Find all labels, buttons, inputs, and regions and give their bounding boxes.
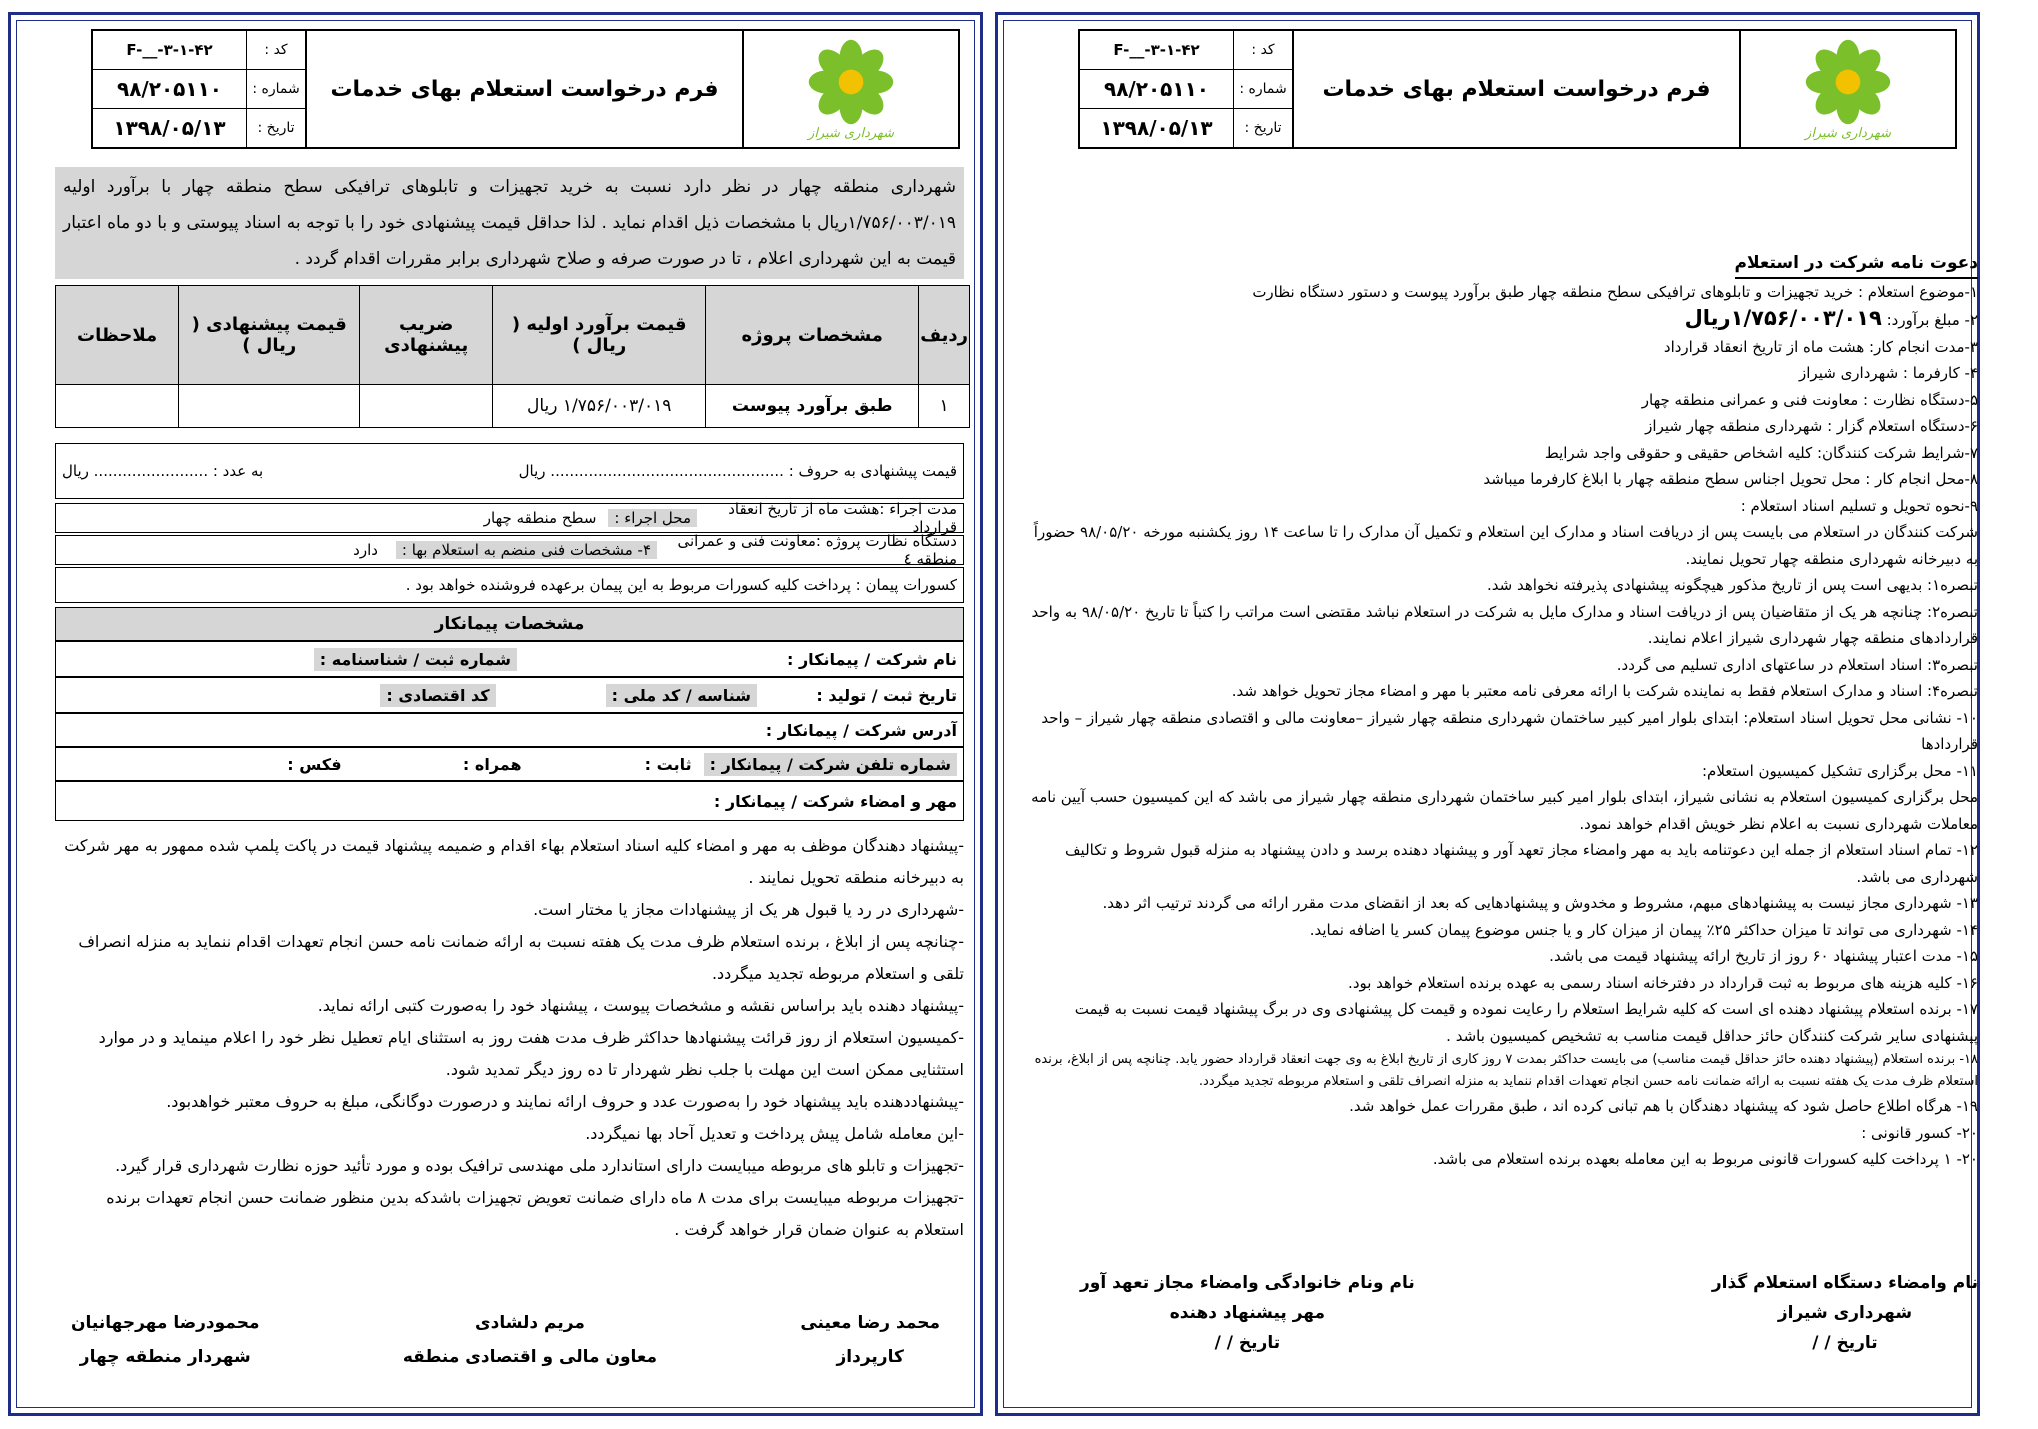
note-item: -پیشنهاد دهنده باید براساس نقشه و مشخصات پیوست ، پیشنهاد خود را به‌صورت کتبی ارائه نماید. xyxy=(317,996,964,1015)
number-label: شماره : xyxy=(246,70,305,108)
number-value: ۹۸/۲۰۵۱۱۰ xyxy=(117,77,222,101)
signer-name: محمودرضا مهرجهانیان xyxy=(71,1313,260,1333)
price-words[interactable]: قیمت پیشنهادی به حروف : ................................................. ریال xyxy=(518,462,957,480)
invitation-item: ۳-مدت انجام کار: هشت ماه از تاریخ انعقاد قرارداد xyxy=(1663,337,1978,356)
phone-label: شماره تلفن شرکت / پیمانکار : xyxy=(704,753,957,776)
company-name-label[interactable]: نام شرکت / پیمانکار : xyxy=(787,649,957,669)
signer-name: محمد رضا معینی xyxy=(800,1313,940,1333)
stamp-label[interactable]: مهر و امضاء شرکت / پیمانکار : xyxy=(713,791,957,811)
invitation-item: ۱۱- محل برگزاری تشکیل کمیسیون استعلام: xyxy=(1701,761,1978,780)
form-meta xyxy=(1080,31,1292,147)
signature-block xyxy=(403,1313,657,1381)
specs-value: دارد xyxy=(353,541,378,559)
form-header xyxy=(91,29,960,149)
invitation-item: شرکت کنندگان در استعلام می بایست پس از دریافت اسناد و مدارک این استعلام و تکمیل آن مدارک را تا ساعت ۱۴ روز یکشنبه مورخه ۹۸/۰۵/۲۰ حضوراً به دبیرخانه شهرداری منطقه چهار تحویل نمایند. xyxy=(1033,523,1978,568)
bidder-date[interactable]: تاریخ / / xyxy=(1214,1333,1281,1353)
code-value: F-__-۳-۱-۴۲ xyxy=(126,41,213,59)
number-value: ۹۸/۲۰۵۱۱۰ xyxy=(1104,77,1209,101)
contractor-header: مشخصات پیمانکار xyxy=(55,607,964,641)
location-label: محل اجراء : xyxy=(608,509,697,527)
notes-list xyxy=(55,830,964,1246)
cell-notes[interactable] xyxy=(56,385,179,428)
signer-role: معاون مالی و اقتصادی منطقه xyxy=(402,1347,658,1367)
signature-block-bidder xyxy=(1080,1268,1415,1358)
col-coefficient: ضریب پیشنهادی xyxy=(360,286,493,385)
price-digits[interactable]: به عدد : ........................ ریال xyxy=(62,462,264,480)
municipality-logo xyxy=(1739,31,1955,147)
issuer-date[interactable]: تاریخ / / xyxy=(1812,1333,1878,1353)
invitation-item: تبصره۲: چنانچه هر یک از متقاضیان پس از دریافت اسناد و مدارک مایل به شرکت در استعلام نباشد مقتضی است مراتب را کتباً تا تاریخ ۹۸/۰۵/۲۰ به واحد قراردادهای منطقه چهار شهرداری شیراز اعلام نمایند. xyxy=(1031,602,1978,647)
col-project: مشخصات پروژه xyxy=(706,286,919,385)
address-row xyxy=(55,713,964,747)
cell-offer[interactable] xyxy=(179,385,360,428)
date-label: تاریخ : xyxy=(1233,109,1292,147)
flower-logo-icon xyxy=(807,38,895,126)
note-item: -این معامله شامل پیش پرداخت و تعدیل آحاد بها نمیگردد. xyxy=(585,1124,964,1143)
note-item: -تجهیزات و تابلو های مربوطه میبایست دارای استاندارد ملی مهندسی ترافیک بوده و مورد تأئید حوزه نظارت شهرداری قرار گیرد. xyxy=(115,1156,964,1175)
note-item: -پیشنهاد دهندگان موظف به مهر و امضاء کلیه اسناد استعلام بهاء اقدام و ضمیمه پیشنهاد قیمت در پاکت پلمپ شده ممهور به مهر شرکت به دبیرخانه منطقه تحویل نمایند . xyxy=(64,836,964,887)
invitation-item: تبصره۱: بدیهی است پس از تاریخ مذکور هیچگونه پیشنهادی پذیرفته نخواهد شد. xyxy=(1486,576,1978,594)
form-title: فرم درخواست استعلام بهای خدمات xyxy=(1292,31,1739,147)
signature-block xyxy=(71,1313,259,1381)
amount-label: ۲- مبلغ برآورد: xyxy=(1886,311,1978,329)
intro-paragraph: شهرداری منطقه چهار در نظر دارد نسبت به خرید تجهیزات و تابلوهای ترافیکی سطح منطقه چهار با برآورد اولیه ۱/۷۵۶/۰۰۳/۰۱۹ریال با مشخصات ذیل اقدام نماید . لذا حداقل قیمت پیشنهادی خود را با توجه به اسناد پیوستی و با دو ماه اعتبار قیمت به این شهرداری اعلام ، تا در صورت صرفه و صلاح شهرداری برابر مقررات اقدام گردد . xyxy=(55,167,964,279)
price-words-row xyxy=(55,443,964,499)
invitation-item: ۲۰- کسور قانونی : xyxy=(1861,1123,1978,1142)
signer-role: شهردار منطقه چهار xyxy=(79,1347,251,1367)
stamp-row xyxy=(55,781,964,821)
address-label[interactable]: آدرس شرکت / پیمانکار : xyxy=(765,720,957,740)
note-item: -کمیسیون استعلام از روز قرائت پیشنهادها حداکثر ظرف مدت هفت روز به استثنای ایام تعطیل نظر خود را اعلام مینماید و در موارد استثنایی ممکن است این مهلت با جلب نظر شهردار تا ده روز دیگر تمدید شود. xyxy=(98,1028,964,1079)
reg-date-label[interactable]: تاریخ ثبت / تولید : xyxy=(816,685,957,705)
invitation-item: تبصره۳: اسناد استعلام در ساعتهای اداری تسلیم می گردد. xyxy=(1616,655,1978,674)
invitation-item: ۱۳- شهرداری مجاز نیست به پیشنهادهای مبهم، مشروط و مخدوش و پیشنهادهایی که بعد از انقضای مدت مقرر ارائه می گردند ترتیب اثر دهد. xyxy=(1102,894,1978,912)
col-notes: ملاحظات xyxy=(56,286,179,385)
duration-text: مدت اجراء :هشت ماه از تاریخ انعقاد قرارداد xyxy=(728,500,957,536)
company-row xyxy=(55,641,964,677)
logo-text: شهرداری شیراز xyxy=(1805,125,1891,141)
duration-row xyxy=(55,500,964,536)
col-estimate: قیمت برآورد اولیه ( ریال ) xyxy=(493,286,706,385)
invitation-item: ۱۷- برنده استعلام پیشنهاد دهنده ای است که کلیه شرایط استعلام را رعایت نموده و قیمت کل پیشنهادی وی در برگ پیشنهاد قیمت نسبت به قیمت پیشنهادی سایر شرکت کنندگان حائز حداقل قیمت مناسب به تشخیص کمیسیون باشد . xyxy=(1074,1000,1978,1045)
phone-row xyxy=(55,747,964,781)
col-row: ردیف xyxy=(919,286,970,385)
invitation-item: تبصره۴: اسناد و مدارک استعلام فقط به نماینده شرکت با ارائه معرفی نامه معتبر با مهر و امضاء مجاز تحویل خواهد شد. xyxy=(1231,682,1978,700)
number-label: شماره : xyxy=(1233,70,1292,108)
cell-row: ۱ xyxy=(919,385,970,428)
note-item: -چنانچه پس از ابلاغ ، برنده استعلام ظرف مدت یک هفته نسبت به ارائه ضمانت نامه حسن انجام تعهدات اقدام ننماید به منزله انصراف تلقی و استعلام مربوطه تجدید میگردد. xyxy=(78,932,964,983)
signature-block xyxy=(800,1313,940,1381)
invitation-item: ۹-نحوه تحویل و تسلیم اسناد استعلام : xyxy=(1740,496,1978,515)
col-offer: قیمت پیشنهادی ( ریال ) xyxy=(179,286,360,385)
form-meta xyxy=(93,31,305,147)
invitation-item: ۶-دستگاه استعلام گزار : شهرداری منطقه چهار شیراز xyxy=(1645,417,1978,435)
reg-number-label[interactable]: شماره ثبت / شناسنامه : xyxy=(314,648,517,671)
date-value: ۱۳۹۸/۰۵/۱۳ xyxy=(1100,116,1213,140)
code-label: کد : xyxy=(246,31,305,69)
supervision-text: دستگاه نظارت پروژه :معاونت فنی و عمرانی منطقه ٤ xyxy=(677,532,957,568)
signature-block-issuer xyxy=(1712,1268,1978,1358)
invitation-item: محل برگزاری کمیسیون استعلام به نشانی شیراز، ابتدای بلوار امیر کبیر ساختمان شهرداری منطقه چهار شیراز می باشد که این کمیسیون حسب آیین نامه معاملات شهرداری نسبت به اعلام نظر خویش اقدام خواهد نمود. xyxy=(1031,788,1978,833)
cell-coefficient[interactable] xyxy=(360,385,493,428)
signer-name: مریم دلشادی xyxy=(475,1313,585,1333)
bidder-stamp: مهر پیشنهاد دهنده xyxy=(1169,1303,1326,1323)
flower-logo-icon xyxy=(1804,38,1892,126)
invitation-item: ۷-شرایط شرکت کنندگان: کلیه اشخاص حقیقی و حقوقی واجد شرایط xyxy=(1544,443,1978,462)
fax-label[interactable]: فکس : xyxy=(287,754,342,774)
note-item: -تجهیزات مربوطه میبایست برای مدت ۸ ماه دارای ضمانت تعویض تجهیزات باشدکه بدین منظور ضمانت حسن انجام تعهدات برنده استعلام به عنوان ضمان قرار خواهد گرفت . xyxy=(106,1188,964,1239)
bidder-title: نام ونام خانوادگی وامضاء مجاز تعهد آور xyxy=(1080,1273,1415,1293)
municipality-logo xyxy=(742,31,958,147)
invitation-item: ۱۹- هرگاه اطلاع حاصل شود که پیشنهاد دهندگان با هم تبانی کرده اند ، طبق مقررات عمل خواهد شد. xyxy=(1349,1097,1978,1115)
date-value: ۱۳۹۸/۰۵/۱۳ xyxy=(113,116,226,140)
deductions-text: کسورات پیمان : پرداخت کلیه کسورات مربوط به این پیمان برعهده فروشنده خواهد بود . xyxy=(405,576,957,594)
code-value: F-__-۳-۱-۴۲ xyxy=(1113,41,1200,59)
invitation-item: ۱۲- تمام اسناد استعلام از جمله این دعوتنامه باید به مهر وامضاء مجاز تعهد آور و پیشنهاد دهنده برسد و دادن پیشنهاد به منزله قبول شروط و تکالیف شهرداری می باشد. xyxy=(1065,841,1978,886)
invitation-item: ۱۵- مدت اعتبار پیشنهاد ۶۰ روز از تاریخ ارائه پیشنهاد قیمت می باشد. xyxy=(1549,947,1978,965)
invitation-item: ۱-موضوع استعلام : خرید تجهیزات و تابلوهای ترافیکی سطح منطقه چهار طبق برآورد پیوست و دستور دستگاه نظارت xyxy=(1252,282,1978,301)
signer-role: کارپرداز xyxy=(836,1347,904,1367)
landline-label[interactable]: ثابت : xyxy=(644,754,692,774)
cell-project: طبق برآورد پیوست xyxy=(706,385,919,428)
national-id-label[interactable]: شناسه / کد ملی : xyxy=(606,684,757,707)
invitation-item: ۸-محل انجام کار : محل تحویل اجناس سطح منطقه چهار با ابلاغ کارفرما میباشد xyxy=(1483,470,1978,488)
logo-text: شهرداری شیراز xyxy=(808,125,894,141)
invitation-item: ۱۰- نشانی محل تحویل اسناد استعلام: ابتدای بلوار امیر کبیر ساختمان شهرداری منطقه چهار شیراز –معاونت مالی و اقتصادی منطقه چهار شیراز – واحد قراردادها xyxy=(1041,708,1978,753)
form-title: فرم درخواست استعلام بهای خدمات xyxy=(305,31,742,147)
code-label: کد : xyxy=(1233,31,1292,69)
invitation-item: ۲۰- ۱ پرداخت کلیه کسورات قانونی مربوط به این معامله بعهده برنده استعلام می باشد. xyxy=(1432,1150,1978,1168)
cell-estimate: ۱/۷۵۶/۰۰۳/۰۱۹ ریال xyxy=(493,385,706,428)
mobile-label[interactable]: همراه : xyxy=(462,754,522,774)
invitation-item: ۱۴- شهرداری می تواند تا میزان حداکثر ۲۵٪ پیمان از میزان کار و یا جنس موضوع پیمان کسر یا اضافه نماید. xyxy=(1309,920,1978,939)
items-table xyxy=(55,285,970,428)
invitation-body xyxy=(1030,250,1978,1173)
specs-label: ۴- مشخصات فنی منضم به استعلام بها : xyxy=(396,541,657,559)
left-page xyxy=(8,12,983,1416)
invitation-item: ۵-دستگاه نظارت : معاونت فنی و عمرانی منطقه چهار xyxy=(1641,390,1978,409)
issuer-name: شهرداری شیراز xyxy=(1777,1303,1913,1323)
note-item: -پیشنهاددهنده باید پیشنهاد خود را به‌صورت عدد و حروف ارائه نمایند و درصورت دوگانگی، مبلغ به حروف معتبر خواهدبود. xyxy=(166,1092,964,1111)
invitation-item: ۱۶- کلیه هزینه های مربوط به ثبت قرارداد در دفترخانه اسناد رسمی به عهده برنده استعلام خواهد بود. xyxy=(1348,973,1978,992)
signatures xyxy=(71,1313,940,1381)
issuer-title: نام وامضاء دستگاه استعلام گذار xyxy=(1711,1273,1978,1293)
table-row xyxy=(56,385,970,428)
form-header xyxy=(1078,29,1957,149)
invitation-signatures xyxy=(1080,1268,1978,1358)
note-item: -شهرداری در رد یا قبول هر یک از پیشنهادات مجاز یا مختار است. xyxy=(533,900,964,919)
date-label: تاریخ : xyxy=(246,109,305,147)
invitation-heading: دعوت نامه شرکت در استعلام xyxy=(1735,250,1979,279)
deductions-row xyxy=(55,567,964,603)
economic-code-label[interactable]: کد اقتصادی : xyxy=(380,684,495,707)
invitation-item: ۱۸- برنده استعلام (پیشنهاد دهنده حائز حداقل قیمت مناسب) می بایست حداکثر بمدت ۷ روز کاری از تاریخ ابلاغ به وی جهت انعقاد قرارداد حضور یابد. چنانچه پس از ابلاغ، برنده استعلام ظرف مدت یک هفته نسبت به ارائه ضمانت نامه حسن انجام تعهدات اقدام ننماید به منزله انصراف تلقی و استعلام مربوطه تجدید میگردد. xyxy=(1034,1052,1978,1089)
invitation-item xyxy=(1030,305,1978,334)
supervision-row xyxy=(55,532,964,568)
invitation-item: ۴- کارفرما : شهرداری شیراز xyxy=(1799,364,1978,382)
reg-date-row xyxy=(55,677,964,713)
location-value: سطح منطقه چهار xyxy=(483,509,597,527)
amount-value: ۱/۷۵۶/۰۰۳/۰۱۹ریال xyxy=(1684,306,1882,330)
